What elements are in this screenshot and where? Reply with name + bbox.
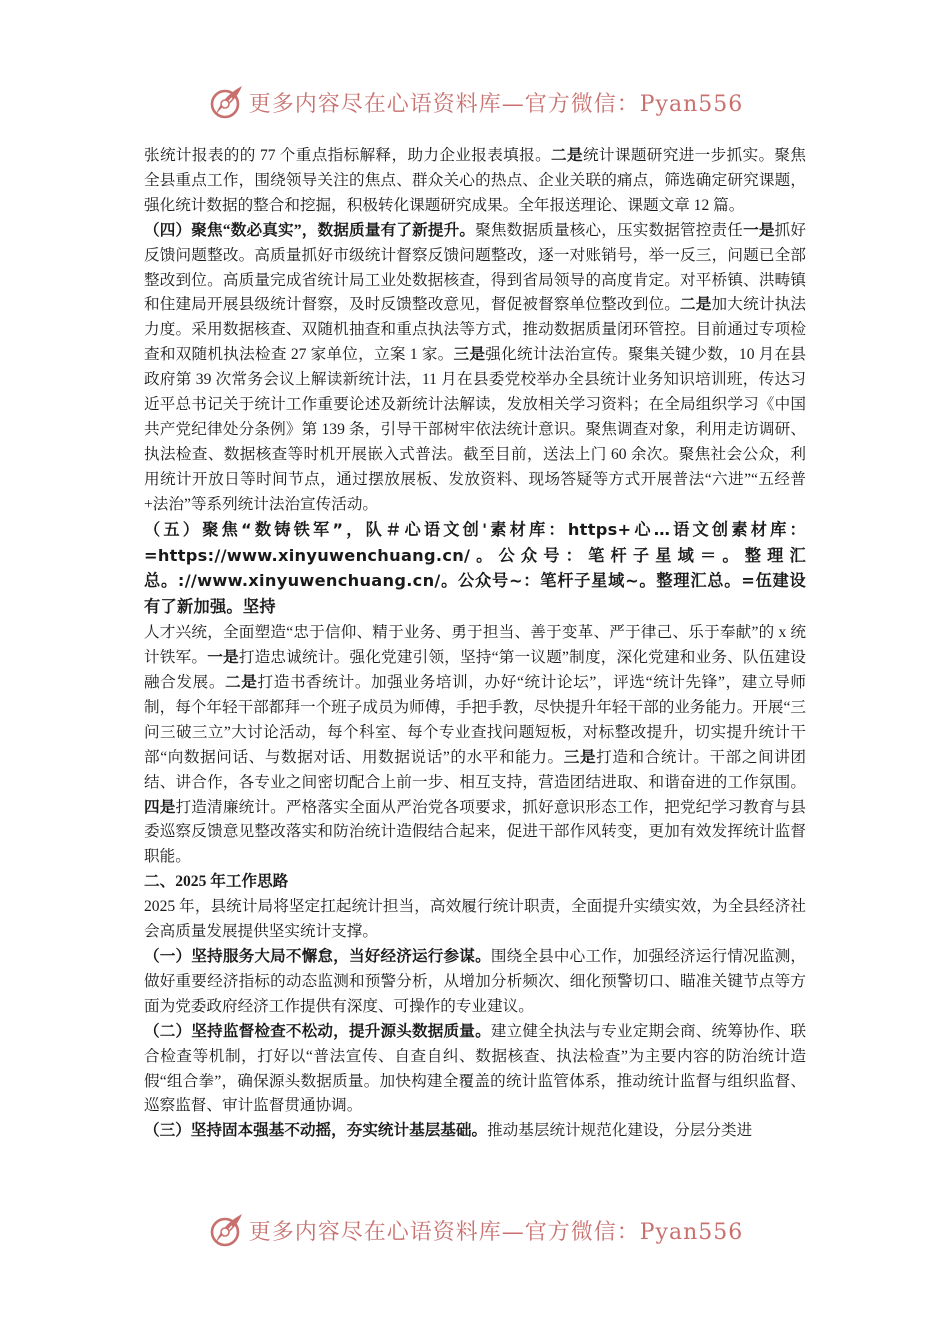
- section-heading-inline: （二）坚持监督检查不松动，提升源头数据质量。: [144, 1022, 491, 1040]
- bold-lead: 二是: [680, 296, 712, 314]
- bold-lead: 四是: [144, 798, 176, 816]
- plan-item-2: [144, 1020, 806, 1120]
- paragraph-text: 聚焦数据质量核心，压实数据管控责任: [475, 221, 744, 239]
- bold-lead: 三是: [453, 346, 486, 364]
- section-5-heading: [144, 518, 806, 622]
- paragraph-text: 打造书香统计。加强业务培训，办好“统计论坛”，评选“统计先锋”，建立导师制，每个年轻干部都拜一个班子成员为师傅，手把手教，尽快提升年轻干部的业务能力。开展“三问三破三立”大讨论活动，每个科室、每个专业查找问题短板，对标整改提升，切实提升统计干部“向数据问话、与数据对话、用数据说话”的水平和能力。: [144, 674, 806, 766]
- paragraph-text: 打造和合统计。干部之间讲团结、讲合作，各专业之间密切配合上前一步、相互支持，营造团结进取、和谐奋进的工作氛围。: [144, 748, 806, 791]
- document-body: [144, 144, 806, 1144]
- quill-logo-icon: [207, 82, 247, 122]
- bold-lead: 二是: [225, 674, 258, 692]
- paragraph-text: 加大统计执法力度。采用数据核查、双随机抽查和重点执法等方式，推动数据质量闭环管控。目前通过专项检查和双随机执法检查 27 家单位，立案 1 家。: [144, 296, 806, 364]
- banner-text: 更多内容尽在心语资料库—官方微信：Pyan556: [248, 91, 744, 117]
- bold-lead: 二是: [551, 147, 583, 164]
- section-heading-inline: （一）坚持服务大局不懈怠，当好经济运行参谋。: [144, 948, 491, 965]
- paragraph-text: 抓好反馈问题整改。高质量抓好市级统计督察反馈问题整改，逐一对账销号，举一反三，问题已全部整改到位。高质量完成省统计局工业处数据核查，得到省局领导的高度肯定。对平桥镇、洪畴镇和住建局开展县级统计督察，及时反馈整改意见，督促被督察单位整改到位。: [144, 221, 806, 314]
- paragraph-text: 推动基层统计规范化建设，分层分类进: [487, 1122, 753, 1140]
- paragraph: [144, 144, 806, 219]
- section-5-paragraph: [144, 621, 806, 870]
- paragraph-text: 人才兴统，全面塑造“忠于信仰、精于业务、勇于担当、善于变革、严于律己、乐于奉献”的 x 统计铁军。: [144, 624, 806, 667]
- paragraph-text: 打造忠诚统计。强化党建引领，坚持“第一议题”制度，深化党建和业务、队伍建设融合发展。: [144, 649, 806, 692]
- paragraph-text: 张统计报表的的 77 个重点指标解释，助力企业报表填报。: [144, 147, 552, 164]
- section-heading-inline: （四）聚焦“数必真实”，数据质量有了新提升。: [144, 221, 476, 239]
- bold-lead: 一是: [207, 649, 239, 667]
- section-heading-inline: （三）坚持固本强基不动摇，夯实统计基层基础。: [144, 1122, 488, 1140]
- banner-text: 更多内容尽在心语资料库—官方微信：Pyan556: [248, 1219, 744, 1245]
- paragraph-text: 强化统计法治宣传。聚集关键少数，10 月在县政府第 39 次常务会议上解读新统计法，11 月在县委党校举办全县统计业务知识培训班，传达习近平总书记关于统计工作重要论述及新统计法解读，发放相关学习资料；在全局组织学习《中国共产党纪律处分条例》第 139 条，引导干部树牢依法统计意识。聚焦调查对象，利用走访调研、执法检查、数据核查等时机开展嵌入式普法。截至目前，送法上门 60 余次。聚焦社会公众，利用统计开放日等时间节点，通过摆放展板、发放资料、现场答疑等方式开展普法“六进”“五经普+法治”等系列统计法治宣传活动。: [144, 346, 806, 513]
- paragraph: 2025 年，县统计局将坚定扛起统计担当，高效履行统计职责，全面提升实绩实效，为全县经济社会高质量发展提供坚实统计支撑。: [144, 898, 806, 941]
- section-4-paragraph: [144, 219, 806, 518]
- paragraph-text: 打造清廉统计。严格落实全面从严治党各项要求，抓好意识形态工作，把党纪学习教育与县委巡察反馈意见整改落实和防治统计造假结合起来，促进干部作风转变，更加有效发挥统计监督职能。: [144, 798, 806, 866]
- header-banner: [0, 80, 950, 124]
- paragraph-text: 统计课题研究进一步抓实。聚焦全县重点工作，围绕领导关注的焦点、群众关心的热点、企业关联的痛点，筛选确定研究课题，强化统计数据的整合和挖掘，积极转化课题研究成果。全年报送理论、课题文章 12 篇。: [144, 147, 806, 214]
- paragraph-text: 围绕全县中心工作，加强经济运行情况监测，做好重要经济指标的动态监测和预警分析，从增加分析频次、细化预警切口、瞄准关键节点等方面为党委政府经济工作提供有深度、可操作的专业建议。: [144, 948, 806, 1015]
- footer-banner: [0, 1208, 950, 1252]
- bold-lead: 三是: [563, 748, 597, 766]
- bold-lead: 一是: [743, 221, 775, 239]
- plan-item-1: [144, 945, 806, 1020]
- section-heading-inline: （五）聚焦“数铸铁军”，队＃心语文创'素材库：https+心…语文创素材库：=https://www.xinyuwenchuang.cn/。公众号：笔杆子星域＝。整理汇总。://www.xinyuwenchuang.cn/。公众号~：笔杆子星域~。整理汇总。=伍建设有了新加强。坚持: [144, 519, 806, 617]
- quill-logo-icon: [207, 1210, 247, 1250]
- section-heading: 二、2025 年工作思路: [144, 873, 289, 891]
- paragraph-text: 建立健全执法与专业定期会商、统筹协作、联合检查等机制，打好以“普法宣传、自查自纠、数据核查、执法检查”为主要内容的防治统计造假“组合拳”，确保源头数据质量。加快构建全覆盖的统计监管体系，推动统计监督与组织监督、巡察监督、审计监督贯通协调。: [144, 1022, 806, 1115]
- plan-item-3: [144, 1119, 806, 1144]
